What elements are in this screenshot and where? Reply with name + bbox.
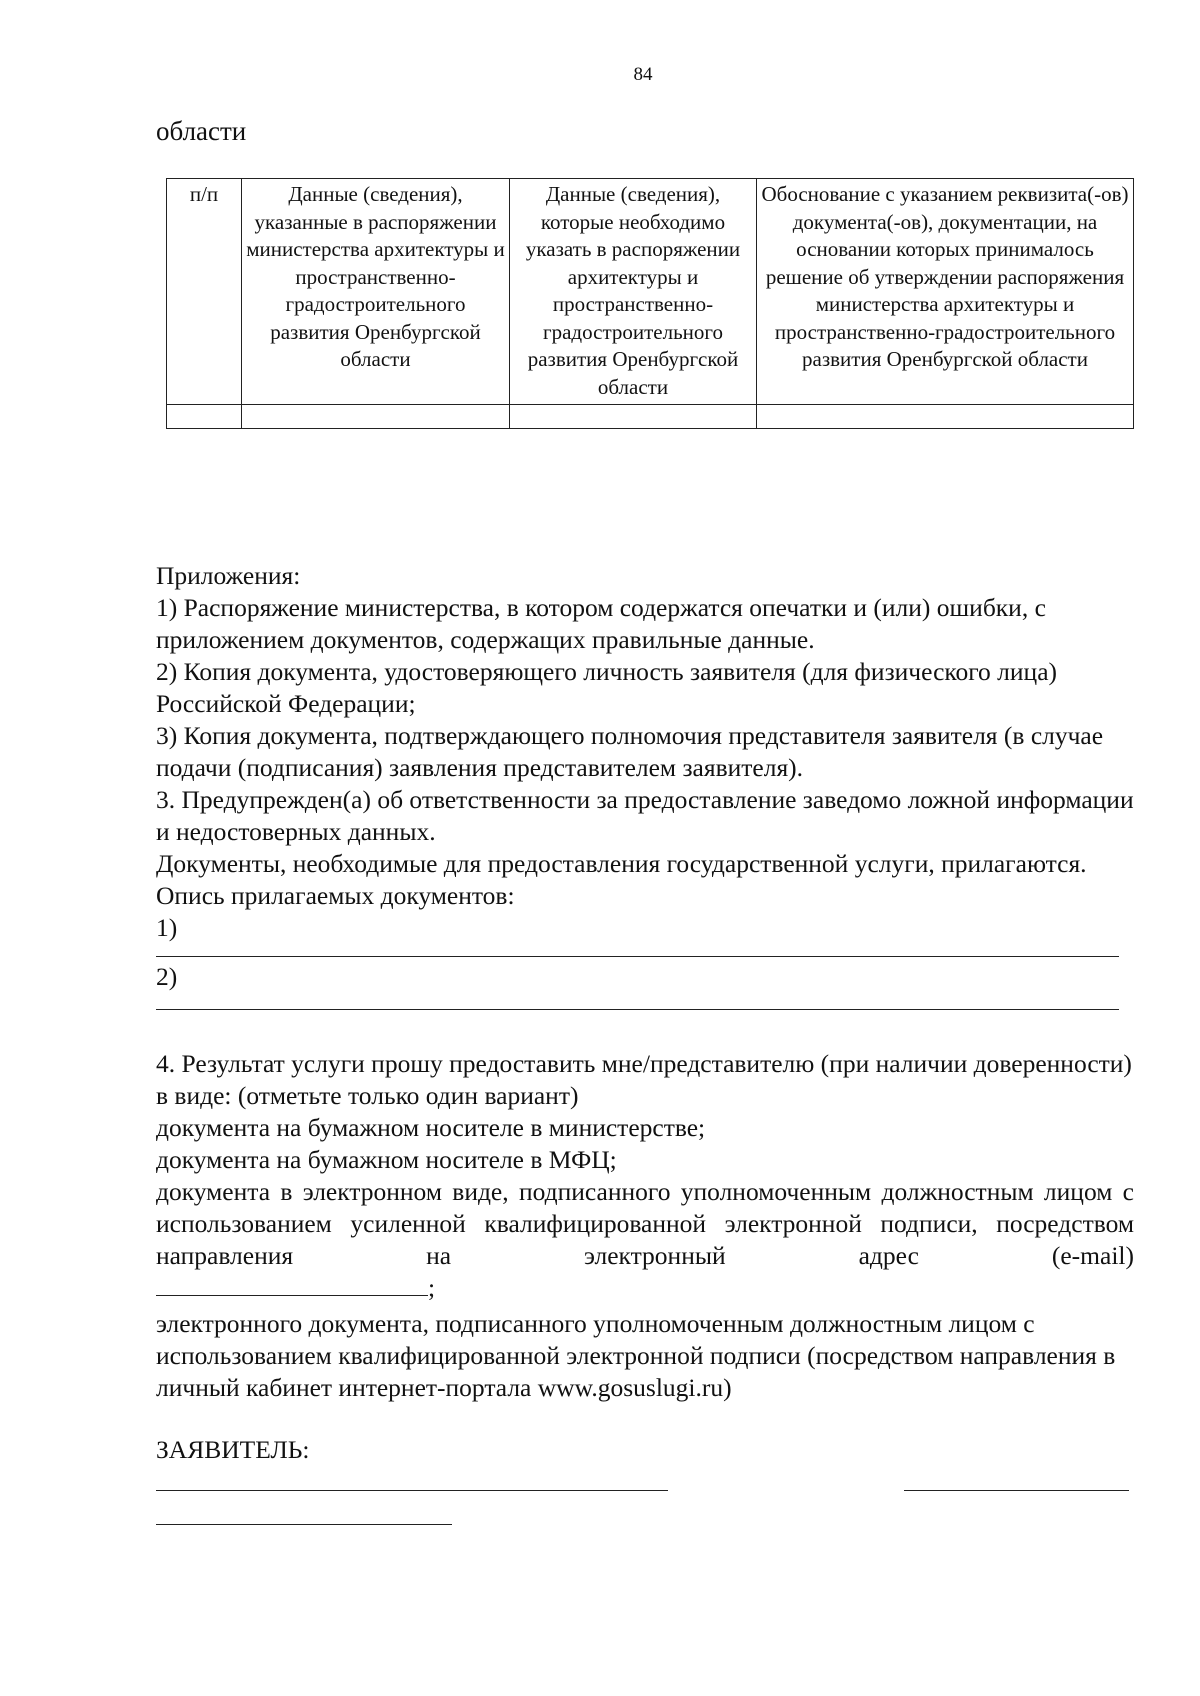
email-line bbox=[156, 1272, 1134, 1304]
heading-continuation: области bbox=[156, 116, 247, 146]
correction-table bbox=[166, 178, 1134, 429]
page-number: 84 bbox=[633, 64, 653, 85]
body-text bbox=[156, 560, 1134, 1526]
attachment-item-2: 2) Копия документа, удостоверяющего личность заявителя (для физического лица) Российской Федерации; bbox=[156, 657, 1058, 718]
documents-attached: Документы, необходимые для предоставления государственной услуги, прилагаются. bbox=[156, 849, 1087, 878]
table-header-row bbox=[167, 179, 1134, 405]
inventory-item-1: 1) bbox=[156, 913, 178, 942]
signature-line bbox=[904, 1490, 1129, 1491]
result-option-portal: электронного документа, подписанного уполномоченным должностным лицом с использованием квалифицированной электронной подписи (посредством направления в личный кабинет интернет-портала www.gosuslugi.ru) bbox=[156, 1309, 1116, 1402]
email-line-end: ; bbox=[428, 1273, 436, 1302]
applicant-name-line bbox=[156, 1490, 668, 1491]
date-line bbox=[156, 1524, 452, 1525]
inventory-line-1 bbox=[156, 956, 1119, 957]
table-cell bbox=[167, 405, 242, 429]
attachment-item-1: 1) Распоряжение министерства, в котором содержатся опечатки и (или) ошибки, с приложением документов, содержащих правильные данные. bbox=[156, 593, 1046, 654]
header-justification: Обоснование с указанием реквизита(-ов) документа(-ов), документации, на основании которых принималось решение об утверждении распоряжения министерства архитектуры и пространственно-градостроительного развития Оренбургской области bbox=[757, 179, 1134, 405]
header-number: п/п bbox=[167, 179, 242, 405]
table-cell bbox=[242, 405, 510, 429]
result-option-email: документа в электронном виде, подписанного уполномоченным должностным лицом с использованием усиленной квалифицированной электронной подписи, посредством направления на электронный адрес (e-mail) bbox=[156, 1177, 1134, 1270]
result-option-paper-mfc: документа на бумажном носителе в МФЦ; bbox=[156, 1145, 617, 1174]
table-row bbox=[167, 405, 1134, 429]
liability-warning: 3. Предупрежден(а) об ответственности за предоставление заведомо ложной информации и недостоверных данных. bbox=[156, 785, 1134, 846]
header-current-data: Данные (сведения), указанные в распоряжении министерства архитектуры и пространственно-градостроительного развития Оренбургской области bbox=[242, 179, 510, 405]
signature-lines bbox=[156, 1466, 1134, 1526]
attachment-item-3: 3) Копия документа, подтверждающего полномочия представителя заявителя (в случае подачи (подписания) заявления представителем заявителя). bbox=[156, 721, 1104, 782]
inventory-item-2: 2) bbox=[156, 962, 178, 991]
table-cell bbox=[510, 405, 757, 429]
result-option-paper-ministry: документа на бумажном носителе в министерстве; bbox=[156, 1113, 706, 1142]
attachments-title: Приложения: bbox=[156, 561, 301, 590]
inventory-title: Опись прилагаемых документов: bbox=[156, 881, 515, 910]
table-cell bbox=[757, 405, 1134, 429]
header-required-data: Данные (сведения), которые необходимо указать в распоряжении архитектуры и пространственно-градостроительного развития Оренбургской области bbox=[510, 179, 757, 405]
email-blank bbox=[156, 1273, 428, 1296]
applicant-label: ЗАЯВИТЕЛЬ: bbox=[156, 1435, 310, 1464]
result-intro: 4. Результат услуги прошу предоставить мне/представителю (при наличии доверенности) в виде: (отметьте только один вариант) bbox=[156, 1049, 1132, 1110]
